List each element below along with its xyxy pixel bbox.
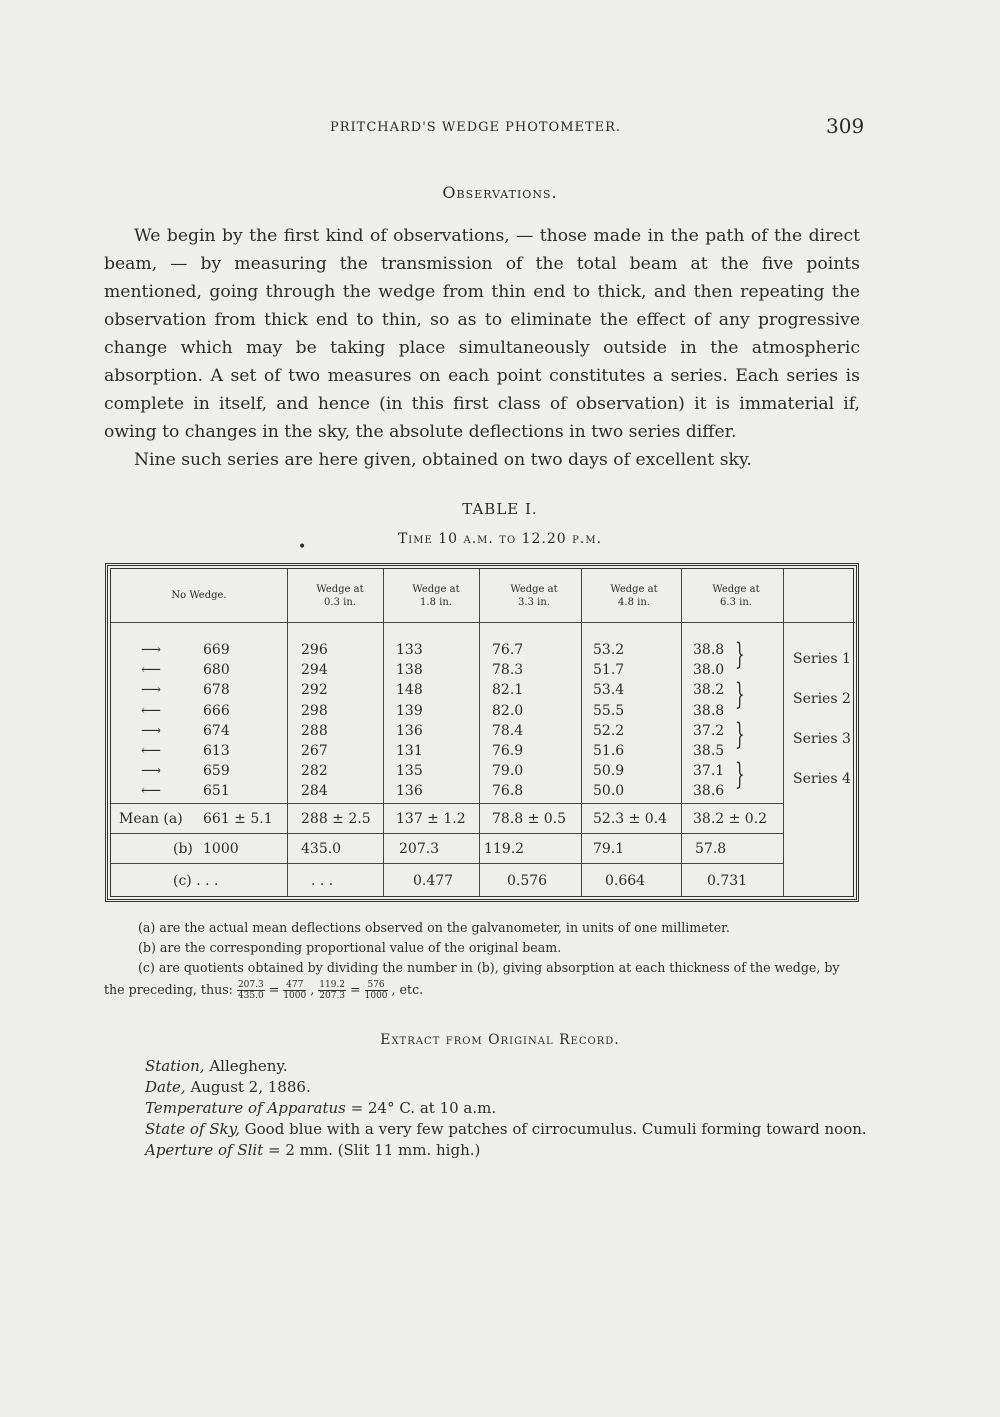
table-cell: 674 <box>203 722 230 739</box>
table-cell: 82.1 <box>492 682 524 699</box>
table-cell: 138 <box>396 662 423 679</box>
table-cell: 38.6 <box>693 783 725 800</box>
table-cell: 296 <box>301 642 328 658</box>
table-cell: 52.2 <box>593 722 625 739</box>
header-rule <box>111 622 855 623</box>
column-divider <box>479 569 480 896</box>
table-cell: 666 <box>203 702 230 719</box>
original-record <box>145 1056 867 1161</box>
record-label: Aperture of Slit <box>145 1141 264 1159</box>
table-cell: 136 <box>396 722 423 739</box>
fraction <box>237 980 265 1001</box>
mean-label: Mean (a) <box>119 811 183 827</box>
section-title: Observations. <box>442 183 558 202</box>
paragraph: Nine such series are here given, obtained on two days of excellent sky. <box>134 450 752 470</box>
series-label: Series 1 <box>793 651 851 667</box>
fraction-list <box>237 980 424 1001</box>
header-wedge-0-3: Wedge at 0.3 in. <box>316 584 364 608</box>
b-cell: 207.3 <box>399 841 440 857</box>
table-body <box>110 568 854 897</box>
mean-rule <box>111 803 783 804</box>
note-a: (a) are the actual mean deflections observed on the galvanometer, in units of one millimeter. <box>138 920 730 935</box>
fraction-separator: , <box>310 982 315 997</box>
header-no-wedge: No Wedge. <box>171 590 227 601</box>
table-title: TABLE I. <box>462 500 538 518</box>
table-cell: 78.3 <box>492 662 524 679</box>
table-cell: 51.7 <box>593 662 625 679</box>
column-divider <box>581 569 582 896</box>
c-rule <box>111 863 783 864</box>
series-label: Series 3 <box>793 731 851 747</box>
fraction <box>318 980 346 1001</box>
header-wedge-3-3: Wedge at 3.3 in. <box>510 584 558 608</box>
table-cell: 133 <box>396 642 423 658</box>
record-value: = 24° C. at 10 a.m. <box>350 1099 497 1117</box>
table-cell: 651 <box>203 783 230 800</box>
record-line <box>145 1119 867 1140</box>
table-notes <box>104 918 864 1001</box>
record-line <box>145 1077 867 1098</box>
mean-cell: 137 ± 1.2 <box>396 811 466 827</box>
data-table <box>105 563 859 902</box>
table-subtitle: Time 10 a.m. to 12.20 p.m. <box>397 531 603 547</box>
note-c-cont <box>104 980 864 1001</box>
note-c-prefix: the preceding, thus: <box>104 982 233 997</box>
stray-dot: • <box>298 539 307 555</box>
direction-arrow: ⟶ <box>141 642 162 658</box>
mean-cell: 52.3 ± 0.4 <box>593 811 668 827</box>
c-cell: 0.477 <box>413 873 454 889</box>
table-cell: 288 <box>301 722 328 739</box>
table-cell: 76.9 <box>492 743 524 759</box>
mean-cell: 78.8 ± 0.5 <box>492 811 567 827</box>
fraction-separator: = <box>268 982 280 997</box>
c-label: (c) . . . <box>173 873 219 889</box>
fraction-numerator: 576 <box>365 980 388 991</box>
b-cell: 1000 <box>203 841 239 857</box>
table-cell: 76.8 <box>492 783 524 800</box>
b-cell: 119.2 <box>484 841 525 857</box>
mean-cell: 38.2 ± 0.2 <box>693 811 768 827</box>
note-b: (b) are the corresponding proportional value of the original beam. <box>138 940 562 955</box>
table-cell: 135 <box>396 763 423 780</box>
page-number: 309 <box>826 114 865 138</box>
direction-arrow: ⟵ <box>141 783 162 800</box>
intro-text <box>104 222 860 474</box>
extract-title: Extract from Original Record. <box>380 1032 620 1048</box>
fraction-denominator: 435.0 <box>237 991 264 1001</box>
header-wedge-1-8: Wedge at 1.8 in. <box>412 584 460 608</box>
mean-cell: 661 ± 5.1 <box>203 811 273 827</box>
record-value: August 2, 1886. <box>190 1078 311 1096</box>
direction-arrow: ⟵ <box>141 662 162 679</box>
b-cell: 79.1 <box>593 841 625 857</box>
direction-arrow: ⟶ <box>141 763 162 780</box>
fraction <box>283 980 306 1001</box>
table-cell: 37.1 <box>693 763 725 780</box>
table-cell: 669 <box>203 642 230 658</box>
c-cell: 0.731 <box>707 873 748 889</box>
table-cell: 51.6 <box>593 743 625 759</box>
record-line <box>145 1098 867 1119</box>
table-cell: 131 <box>396 743 423 759</box>
brace: } <box>735 677 745 712</box>
table-cell: 282 <box>301 763 328 780</box>
table-cell: 298 <box>301 702 328 719</box>
fraction-numerator: 477 <box>283 980 306 991</box>
running-head: PRITCHARD'S WEDGE PHOTOMETER. <box>330 120 622 135</box>
fraction-separator: , etc. <box>391 982 424 997</box>
note-c: (c) are quotients obtained by dividing the number in (b), giving absorption at each thickness of the wedge, by <box>138 960 840 975</box>
paragraph: We begin by the first kind of observations, — those made in the path of the direct beam, — by measuring the transmission of the total beam at the five points mentioned, going through the wedge from thin end to thick, and then repeating the observation from thick end to thin, so as to eliminate the effect of any progressive change which may be taking place simultaneously outside in the atmospheric absorption. A set of two measures on each point constitutes a series. Each series is complete in itself, and hence (in this first class of observation) it is immaterial if, owing to changes in the sky, the absolute deflections in two series differ. <box>104 226 860 442</box>
c-cell: 0.664 <box>605 873 646 889</box>
fraction-numerator: 207.3 <box>237 980 264 990</box>
fraction-denominator: 1000 <box>364 991 388 1001</box>
table-cell: 148 <box>396 682 423 699</box>
direction-arrow: ⟶ <box>141 682 162 699</box>
mean-cell: 288 ± 2.5 <box>301 811 371 827</box>
table-cell: 53.2 <box>593 642 625 658</box>
table-cell: 53.4 <box>593 682 625 699</box>
direction-arrow: ⟵ <box>141 743 162 759</box>
record-label: Temperature of Apparatus <box>145 1099 346 1117</box>
record-line <box>145 1140 867 1161</box>
table-cell: 50.9 <box>593 763 625 780</box>
record-label: Station, <box>145 1057 205 1075</box>
record-line <box>145 1056 867 1077</box>
header-wedge-4-8: Wedge at 4.8 in. <box>610 584 658 608</box>
table-cell: 613 <box>203 743 230 759</box>
table-cell: 292 <box>301 682 328 699</box>
record-value: = 2 mm. (Slit 11 mm. high.) <box>268 1141 481 1159</box>
table-cell: 139 <box>396 702 423 719</box>
series-label: Series 4 <box>793 771 851 787</box>
table-cell: 38.0 <box>693 662 725 679</box>
b-cell: 57.8 <box>695 841 727 857</box>
table-cell: 38.8 <box>693 642 725 658</box>
table-cell: 267 <box>301 743 328 759</box>
table-cell: 294 <box>301 662 328 679</box>
fraction-denominator: 1000 <box>283 991 307 1001</box>
c-cell: 0.576 <box>507 873 548 889</box>
b-cell: 435.0 <box>301 841 342 857</box>
table-cell: 680 <box>203 662 230 679</box>
header-wedge-6-3: Wedge at 6.3 in. <box>712 584 760 608</box>
record-value: Allegheny. <box>209 1057 288 1075</box>
table-cell: 659 <box>203 763 230 780</box>
table-cell: 284 <box>301 783 328 800</box>
fraction-numerator: 119.2 <box>319 980 346 990</box>
b-rule <box>111 833 783 834</box>
table-cell: 38.8 <box>693 702 725 719</box>
brace: } <box>735 757 745 792</box>
column-divider <box>681 569 682 896</box>
table-cell: 37.2 <box>693 722 725 739</box>
direction-arrow: ⟶ <box>141 722 162 739</box>
table-cell: 38.2 <box>693 682 725 699</box>
table-cell: 78.4 <box>492 722 524 739</box>
column-divider <box>287 569 288 896</box>
table-cell: 38.5 <box>693 743 725 759</box>
column-divider <box>783 569 784 896</box>
record-label: State of Sky, <box>145 1120 240 1138</box>
table-cell: 136 <box>396 783 423 800</box>
brace: } <box>735 637 745 672</box>
brace: } <box>735 717 745 752</box>
series-label: Series 2 <box>793 691 851 707</box>
b-label: (b) <box>173 841 193 857</box>
fraction-denominator: 207.3 <box>319 991 346 1001</box>
record-label: Date, <box>145 1078 186 1096</box>
c-cell: . . . <box>311 873 334 889</box>
table-cell: 50.0 <box>593 783 625 800</box>
record-value: Good blue with a very few patches of cirrocumulus. Cumuli forming toward noon. <box>244 1120 867 1138</box>
fraction <box>365 980 388 1001</box>
table-cell: 76.7 <box>492 642 524 658</box>
direction-arrow: ⟵ <box>141 702 162 719</box>
column-divider <box>383 569 384 896</box>
table-cell: 79.0 <box>492 763 524 780</box>
table-cell: 82.0 <box>492 702 524 719</box>
fraction-separator: = <box>350 982 361 997</box>
table-cell: 678 <box>203 682 230 699</box>
table-cell: 55.5 <box>593 702 625 719</box>
